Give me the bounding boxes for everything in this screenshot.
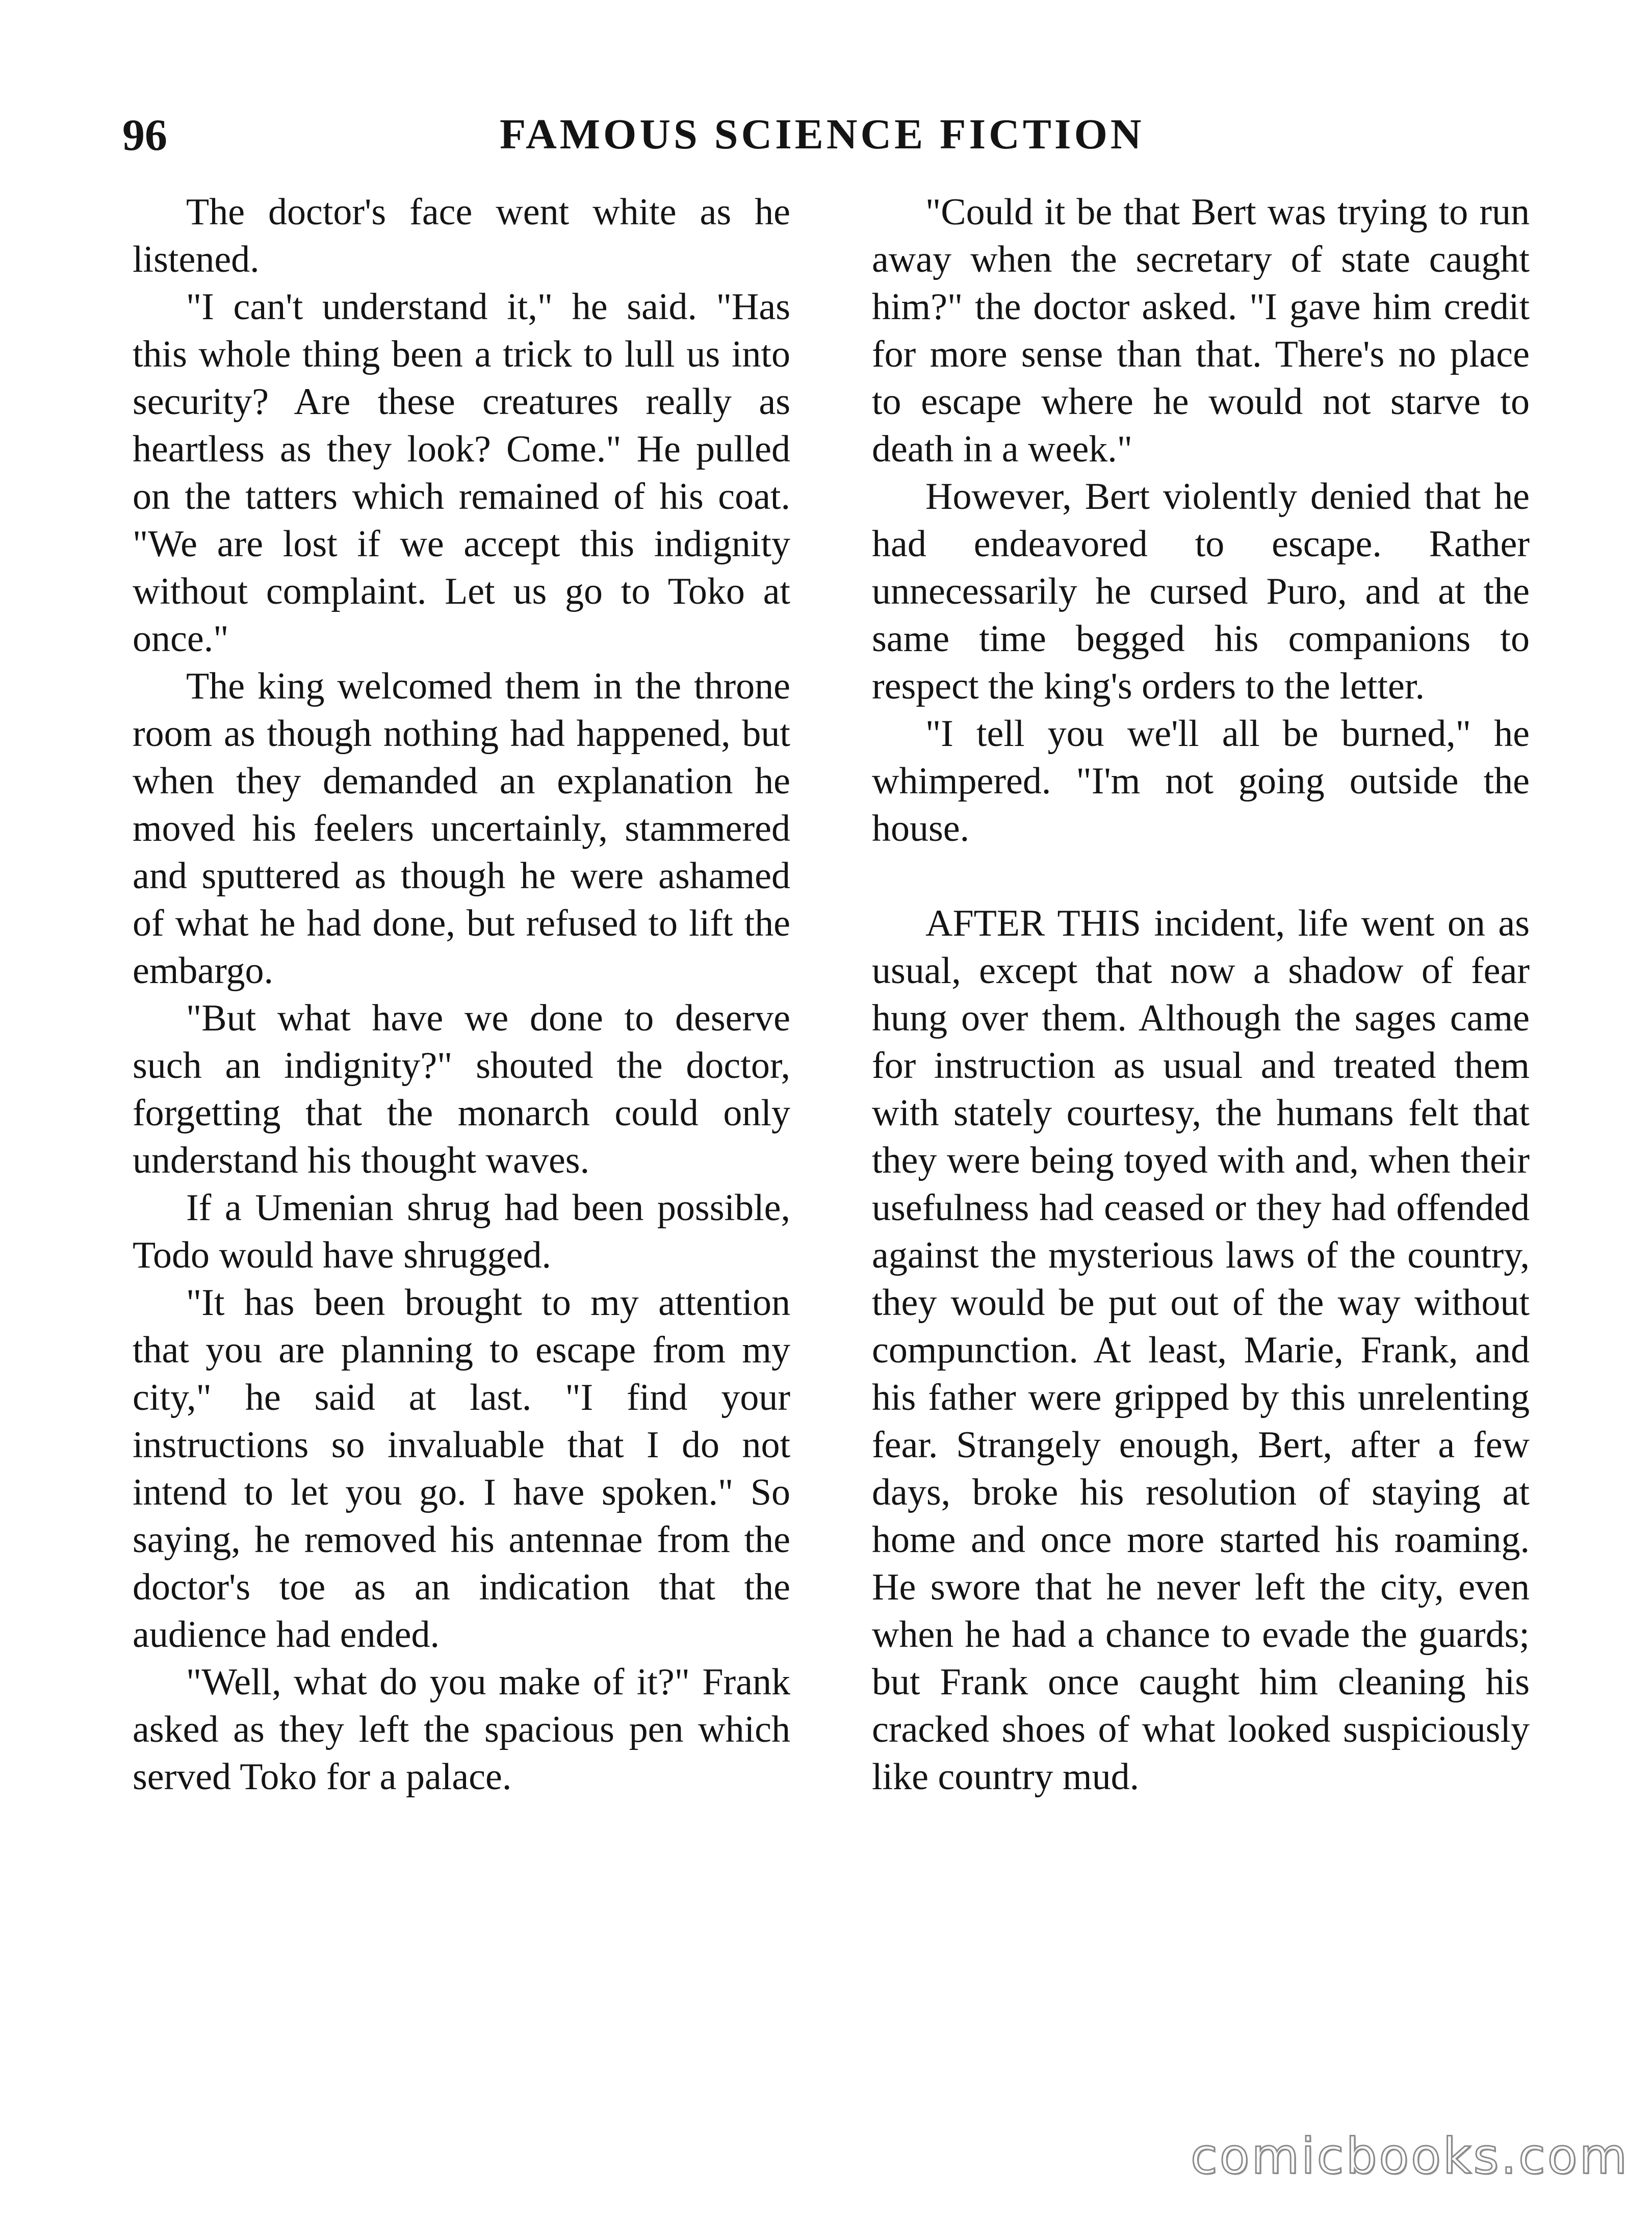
paragraph: "I can't understand it," he said. "Has this whole thing been a trick to lull us into security? Are these creatures really as heartless as they look? Come." He pulled on the tatters which remained of his coat. "We are lost if we accept this indignity without complaint. Let us go to Toko at once.": [133, 286, 790, 660]
watermark: comicbooks.com: [1190, 2128, 1629, 2185]
paragraph: The king welcomed them in the throne room as though nothing had happened, but when they demanded an explanation he moved his feelers uncertainly, stammered and sputtered as though he were ashamed of what he had done, but refused to lift the embargo.: [133, 665, 790, 992]
paragraph: "I tell you we'll all be burned," he whimpered. "I'm not going outside the house.: [872, 713, 1530, 849]
paragraph: "Could it be that Bert was trying to run away when the secretary of state caught him?" the doctor asked. "I gave him credit for more sense than that. There's no place to escape where he would not starve to death in a week.": [872, 191, 1530, 470]
section-paragraph: AFTER THIS incident, life went on as usual, except that now a shadow of fear hung over them. Although the sages came for instruction as usual and treated them with stately courtesy, the humans felt that they were being toyed with and, when their usefulness had ceased or they had offended against the mysterious laws of the country, they would be put out of the way without compunction. At least, Marie, Frank, and his father were gripped by this unrelenting fear. Strangely enough, Bert, after a few days, broke his resolution of staying at home and once more started his roaming. He swore that he never left the city, even when he had a chance to evade the guards; but Frank once caught him cleaning his cracked shoes of what looked suspiciously like country mud.: [872, 902, 1530, 1798]
paragraph: The doctor's face went white as he listened.: [133, 191, 790, 280]
paragraph: However, Bert violently denied that he had endeavored to escape. Rather unnecessarily he cursed Puro, and at the same time begged his companions to respect the king's orders to the letter.: [872, 476, 1530, 707]
paragraph: If a Umenian shrug had been possible, Todo would have shrugged.: [133, 1187, 790, 1276]
paragraph: "Well, what do you make of it?" Frank asked as they left the spacious pen which served Toko for a palace.: [133, 1661, 790, 1798]
page-number: 96: [122, 111, 167, 160]
running-title: FAMOUS SCIENCE FICTION: [500, 111, 1145, 158]
right-column: [872, 189, 1530, 1801]
page-header: [122, 110, 1530, 176]
paragraph: "But what have we done to deserve such an indignity?" shouted the doctor, forgetting that the monarch could only understand his thought waves.: [133, 997, 790, 1181]
left-column: [133, 189, 790, 1801]
paragraph: "It has been brought to my attention that you are planning to escape from my city," he said at last. "I find your instructions so invaluable that I do not intend to let you go. I have spoken." So saying, he removed his antennae from the doctor's toe as an indication that the audience had ended.: [133, 1282, 790, 1656]
